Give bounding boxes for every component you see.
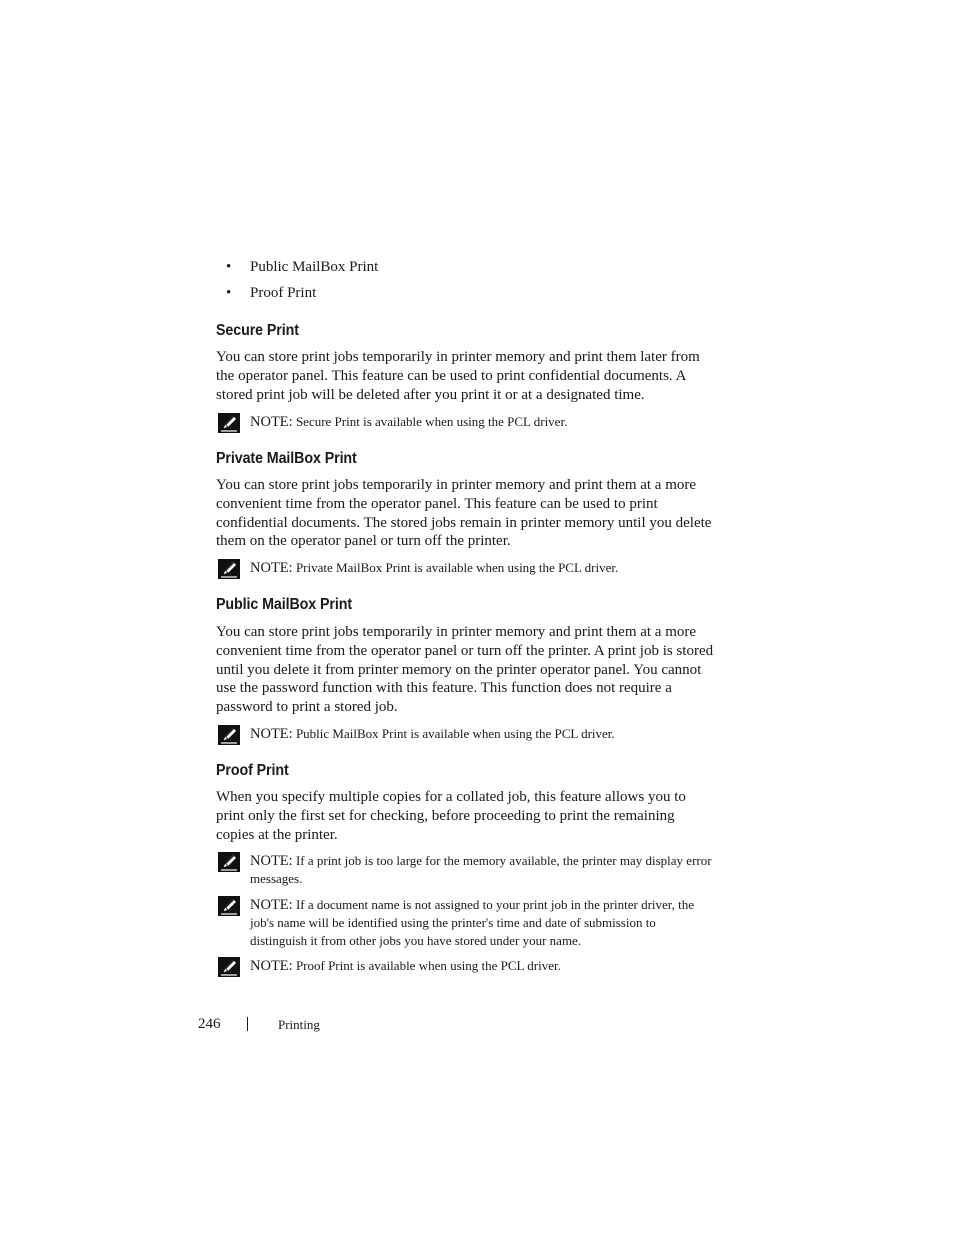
section-heading-secure-print: Secure Print — [216, 322, 299, 339]
note-label: NOTE: — [250, 560, 293, 576]
note-pencil-icon — [218, 852, 240, 872]
note-pencil-icon — [218, 413, 240, 433]
note-pencil-icon — [218, 725, 240, 745]
footer-separator — [247, 1017, 248, 1031]
note-pencil-icon — [218, 957, 240, 977]
list-item — [216, 258, 716, 284]
note-label: NOTE: — [250, 897, 293, 913]
note-label: NOTE: — [250, 726, 293, 742]
note — [218, 852, 716, 888]
section-heading-proof-print: Proof Print — [216, 762, 289, 779]
section-body-public-mailbox-print: You can store print jobs temporarily in printer memory and print them at a more convenient time from the operator panel or turn off the printer. A print job is stored until you delete it from printer memory on the printer operator panel. You cannot use the password function with this feature. This function does not require a password to print a stored job. — [216, 624, 714, 716]
bullet-text: Public MailBox Print — [250, 259, 379, 275]
note — [218, 559, 716, 577]
note-text: If a print job is too large for the memory available, the printer may display error messages. — [250, 853, 712, 886]
note-text: Secure Print is available when using the PCL driver. — [295, 414, 568, 429]
page-number: 246 — [198, 1016, 221, 1032]
section-body-proof-print: When you specify multiple copies for a collated job, this feature allows you to print only the first set for checking, before proceeding to print the remaining copies at the printer. — [216, 789, 686, 843]
note-label: NOTE: — [250, 958, 293, 974]
section-heading-public-mailbox-print: Public MailBox Print — [216, 596, 353, 613]
bullet-text: Proof Print — [250, 284, 317, 301]
section-body-secure-print: You can store print jobs temporarily in printer memory and print them later from the operator panel. This feature can be used to print confidential documents. A stored print job will be deleted after you print it or at a designated time. — [216, 349, 700, 403]
footer-section-title: Printing — [278, 1017, 320, 1032]
note-text: If a document name is not assigned to your print job in the printer driver, the job's name will be identified using the printer's time and date of submission to distinguish it from other jobs you have stored under your name. — [250, 897, 694, 948]
note-text: Public MailBox Print is available when using the PCL driver. — [295, 726, 615, 741]
note — [218, 725, 716, 743]
page-footer — [198, 1014, 320, 1034]
bullet-marker: • — [226, 284, 232, 301]
bullet-marker: • — [226, 259, 232, 275]
note-text: Proof Print is available when using the PCL driver. — [295, 958, 561, 973]
note-pencil-icon — [218, 559, 240, 579]
note-pencil-icon — [218, 896, 240, 916]
list-item — [216, 284, 716, 310]
section-body-private-mailbox-print: You can store print jobs temporarily in printer memory and print them at a more convenient time from the operator panel. This feature can be used to print confidential documents. The stored jobs remain in printer memory until you delete them on the operator panel or turn off the printer. — [216, 477, 712, 550]
note — [218, 413, 716, 431]
note-label: NOTE: — [250, 853, 293, 869]
bullet-list — [216, 258, 716, 309]
note-label: NOTE: — [250, 414, 293, 430]
note-text: Private MailBox Print is available when using the PCL driver. — [295, 560, 619, 575]
note — [218, 957, 716, 975]
section-heading-private-mailbox-print: Private MailBox Print — [216, 450, 357, 467]
note — [218, 896, 716, 950]
